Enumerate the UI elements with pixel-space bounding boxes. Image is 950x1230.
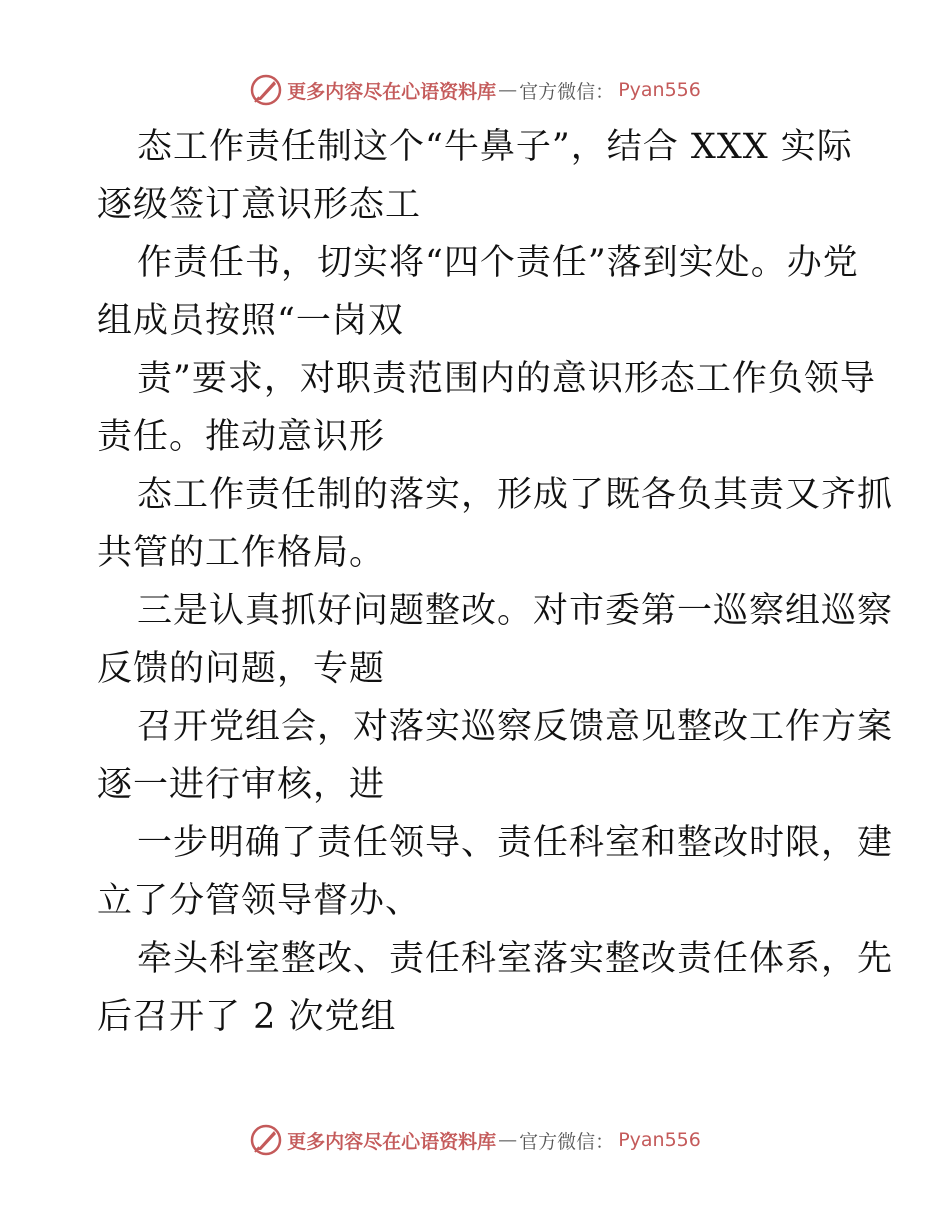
quill-pen-icon xyxy=(249,73,283,107)
text-line: 反馈的问题，专题 xyxy=(97,649,386,689)
text-line: 组成员按照“一岗双 xyxy=(97,301,404,341)
text-line: 后召开了 2 次党组 xyxy=(97,997,397,1037)
watermark-wechat-id: Pyan556 xyxy=(618,1129,701,1151)
text-line: 逐级签订意识形态工 xyxy=(97,185,422,225)
watermark-label: 官方微信： xyxy=(519,1130,615,1153)
watermark-separator: — xyxy=(498,79,518,101)
text-line: 共管的工作格局。 xyxy=(97,533,386,573)
watermark-separator: — xyxy=(498,1129,518,1151)
text-line: 一步明确了责任领导、责任科室和整改时限，建 xyxy=(137,823,894,863)
text-line: 态工作责任制的落实，形成了既各负其责又齐抓 xyxy=(137,475,894,515)
text-line: 三是认真抓好问题整改。对市委第一巡察组巡察 xyxy=(137,591,894,631)
text-line: 作责任书，切实将“四个责任”落到实处。办党 xyxy=(137,243,859,283)
text-line: 召开党组会，对落实巡察反馈意见整改工作方案 xyxy=(137,707,894,747)
watermark-wechat-id: Pyan556 xyxy=(618,79,701,101)
header-watermark xyxy=(0,70,950,110)
text-line: 责”要求，对职责范围内的意识形态工作负领导 xyxy=(137,359,876,399)
text-line: 逐一进行审核，进 xyxy=(97,765,386,805)
text-line: 态工作责任制这个“牛鼻子”，结合 XXX 实际 xyxy=(137,127,853,167)
footer-watermark xyxy=(0,1120,950,1160)
watermark-site-text: 更多内容尽在心语资料库 xyxy=(287,1130,497,1153)
quill-pen-icon xyxy=(249,1123,283,1157)
text-line: 责任。推动意识形 xyxy=(97,417,386,457)
text-line: 立了分管领导督办、 xyxy=(97,881,422,921)
text-line: 牵头科室整改、责任科室落实整改责任体系，先 xyxy=(137,939,894,979)
watermark-site-text: 更多内容尽在心语资料库 xyxy=(287,80,497,103)
document-body xyxy=(97,118,894,1046)
watermark-label: 官方微信： xyxy=(519,80,615,103)
